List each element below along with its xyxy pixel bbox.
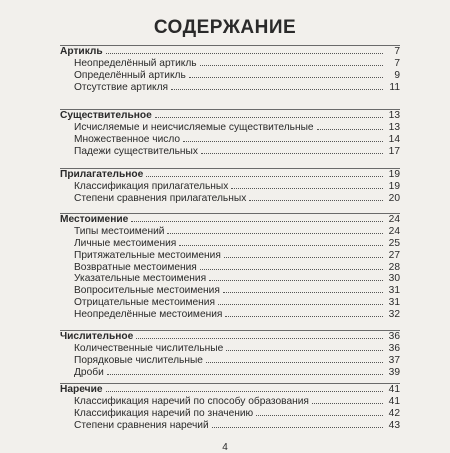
toc-item-label: Притяжательные местоимения [74, 249, 221, 261]
toc-item-label: Дроби [74, 366, 104, 378]
toc-item-row [60, 285, 400, 297]
toc-page-number: 31 [388, 297, 400, 309]
toc-item-row [60, 273, 400, 285]
toc-item-label: Возвратные местоимения [74, 261, 197, 273]
toc-heading-row [60, 331, 400, 343]
toc-item-label: Порядковые числительные [74, 354, 203, 366]
toc-page-number: 30 [388, 273, 400, 285]
toc-item-row [60, 238, 400, 250]
toc-page-number: 17 [388, 145, 400, 157]
toc-item-row [60, 250, 400, 262]
leader-dots [171, 89, 383, 90]
toc-page-number: 14 [388, 133, 400, 145]
toc-page-number: 11 [389, 81, 400, 93]
leader-dots [212, 427, 383, 428]
toc-page-number: 9 [394, 69, 400, 81]
toc-item-row [60, 70, 400, 82]
toc-item-label: Отсутствие артикля [74, 81, 169, 93]
leader-dots [167, 233, 383, 234]
toc-item-row [60, 193, 400, 205]
toc-page-number: 36 [388, 331, 400, 342]
toc-item-row [60, 367, 400, 379]
toc-item-label: Падежи существительных [74, 145, 198, 157]
toc-heading: Числительное [60, 331, 134, 342]
toc-item-row [60, 146, 400, 158]
toc-item-row [60, 134, 400, 146]
toc-page-number: 39 [388, 366, 400, 378]
leader-dots [206, 362, 383, 363]
toc-item-label: Степени сравнения прилагательных [74, 192, 247, 204]
leader-dots [231, 188, 383, 189]
leader-dots [189, 77, 383, 78]
leader-dots [317, 129, 383, 130]
toc-page-number: 41 [388, 384, 400, 395]
leader-dots [136, 338, 383, 339]
toc-item-row [60, 420, 400, 432]
toc-page-number: 13 [388, 110, 400, 121]
toc-page-number: 27 [388, 249, 400, 261]
toc-item-row [60, 262, 400, 274]
toc-section-adverb [60, 383, 400, 432]
leader-dots [200, 65, 383, 66]
toc-item-row [60, 181, 400, 193]
toc-page-number: 36 [388, 342, 400, 354]
toc-page-number: 7 [394, 57, 400, 69]
toc-item-label: Личные местоимения [74, 237, 177, 249]
toc-item-row [60, 343, 400, 355]
toc-item-label: Неопределённые местоимения [74, 309, 223, 321]
toc-item-label: Классификация прилагательных [74, 180, 229, 192]
leader-dots [200, 269, 383, 270]
toc-item-row [60, 122, 400, 134]
toc-page-number: 24 [388, 225, 400, 237]
toc-heading: Наречие [60, 384, 103, 395]
toc-page-number: 25 [388, 237, 400, 249]
toc-page-number: 28 [388, 261, 400, 273]
leader-dots [312, 403, 383, 404]
toc-section-noun [60, 109, 400, 158]
toc-item-label: Классификация наречий по способу образования [74, 395, 309, 407]
toc-item-row [60, 226, 400, 238]
leader-dots [223, 292, 383, 293]
toc-item-label: Определённый артикль [74, 69, 186, 81]
toc-heading: Прилагательное [60, 169, 144, 180]
toc-page-number: 7 [394, 46, 400, 57]
toc-item-label: Типы местоимений [74, 225, 165, 237]
toc-item-row [60, 297, 400, 309]
leader-dots [249, 200, 383, 201]
toc-page-number: 32 [388, 309, 400, 321]
leader-dots [106, 53, 383, 54]
toc-item-row [60, 408, 400, 420]
toc-section-article [60, 45, 400, 94]
page-number: 4 [222, 442, 228, 453]
toc-item-label: Количественные числительные [74, 342, 224, 354]
leader-dots [226, 350, 383, 351]
toc-item-row [60, 309, 400, 321]
toc-page-number: 20 [388, 192, 400, 204]
toc-item-row [60, 396, 400, 408]
leader-dots [146, 176, 383, 177]
toc-page-number: 37 [388, 354, 400, 366]
toc-page-number: 19 [388, 180, 400, 192]
toc-item-label: Степени сравнения наречий [74, 419, 209, 431]
toc-item-row [60, 82, 400, 94]
toc-heading-row [60, 169, 400, 181]
toc-page-number: 24 [388, 214, 400, 225]
toc-section-pronoun [60, 213, 400, 321]
leader-dots [183, 141, 383, 142]
leader-dots [131, 221, 383, 222]
toc-item-label: Отрицательные местоимения [74, 297, 215, 309]
toc-heading: Артикль [60, 46, 103, 57]
leader-dots [107, 374, 383, 375]
toc-item-label: Классификация наречий по значению [74, 407, 254, 419]
toc-heading: Местоимение [60, 214, 129, 225]
toc-item-row [60, 355, 400, 367]
toc-page-number: 43 [388, 419, 400, 431]
toc-page-number: 13 [388, 121, 400, 133]
toc-heading-row [60, 46, 400, 58]
toc-item-label: Множественное число [74, 133, 181, 145]
leader-dots [201, 153, 383, 154]
toc-heading-row [60, 384, 400, 396]
toc-heading-row [60, 110, 400, 122]
page-title: СОДЕРЖАНИЕ [153, 17, 297, 38]
leader-dots [155, 117, 383, 118]
leader-dots [225, 316, 383, 317]
leader-dots [256, 415, 383, 416]
toc-item-label: Вопросительные местоимения [74, 285, 220, 297]
toc-heading: Существительное [60, 110, 152, 121]
leader-dots [224, 257, 383, 258]
leader-dots [209, 280, 383, 281]
toc-section-numeral [60, 330, 400, 379]
leader-dots [106, 391, 383, 392]
toc-page-number: 41 [388, 395, 400, 407]
toc-item-label: Указательные местоимения [74, 273, 207, 285]
toc-section-adjective [60, 168, 400, 205]
toc-item-row [60, 58, 400, 70]
toc-page-number: 42 [388, 407, 400, 419]
toc-heading-row [60, 214, 400, 226]
toc-item-label: Неопределённый артикль [74, 57, 197, 69]
toc-page-number: 31 [388, 285, 400, 297]
leader-dots [218, 304, 383, 305]
leader-dots [179, 245, 383, 246]
toc-item-label: Исчисляемые и неисчисляемые существительные [74, 121, 314, 133]
toc-page-number: 19 [388, 169, 400, 180]
